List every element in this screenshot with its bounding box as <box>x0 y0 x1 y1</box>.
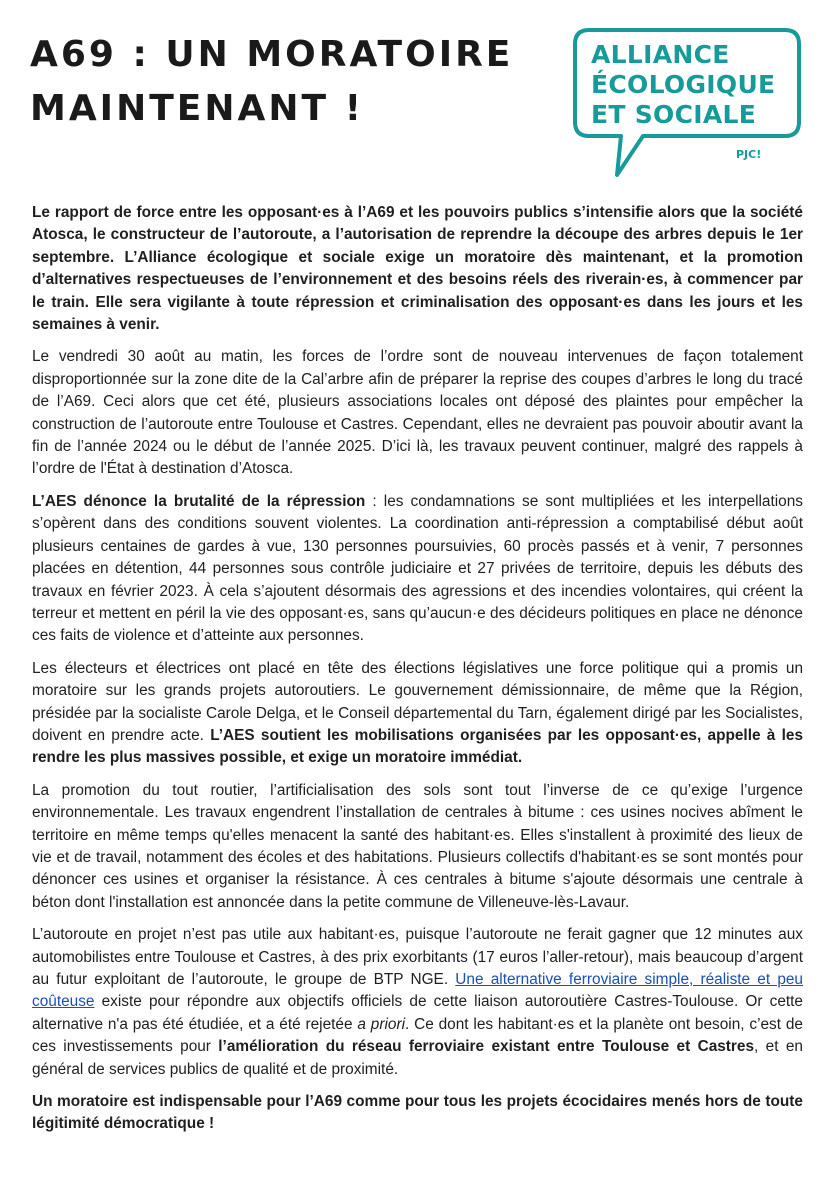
lead-text: Le rapport de force entre les opposant·es à l’A69 et les pouvoirs publics s’intensifie alors que la société Atosca, le constructeur de l’autoroute, a l’autorisation de reprendre la découpe des arbres depuis le 1er septembre. L’Alliance écologique et sociale exige un moratoire dès maintenant, et la promotion d’alternatives respectueuses de l’environnement et des besoins réels des riverain·es, à commencer par le train. Elle sera vigilante à toute répression et criminalisation des opposant·es dans les jours et les semaines à venir. <box>32 204 803 334</box>
logo-wordmark <box>591 40 775 130</box>
paragraph-6-emphasis: l’amélioration du réseau ferroviaire existant entre Toulouse et Castres <box>218 1038 755 1056</box>
paragraph-3-text: : les condamnations se sont multipliées et les interpellations s’opèrent dans des conditions souvent violentes. La coordination anti-répression a comptabilisé début août plusieurs centaines de gardes à vue, 130 personnes poursuivies, 60 procès passés et à venir, 7 personnes placées en détention, 44 personnes sous contrôle judiciaire et 27 privées de territoire, depuis les débuts des travaux en février 2023. À cela s’ajoutent désormais des agressions et des incendies volontaires, qui créent la terreur et mettent en péril la vie des opposant·es, sans qu’aucun·e des décideurs politiques en place ne dénonce ces faits de violence et d’atteinte aux personnes. <box>32 492 803 645</box>
logo-tag: PJC! <box>736 148 762 161</box>
page-title-line-2: MAINTENANT ! <box>30 88 364 129</box>
rail-alternative-link[interactable]: Une alternative ferroviaire simple, réaliste et peu coûteuse <box>32 971 803 1011</box>
page-title-line-1: A69 : UN MORATOIRE <box>30 34 514 75</box>
paragraph-4-emphasis: L’AES soutient les mobilisations organisées par les opposant·es, appelle à les rendre les plus massives possible, et exige un moratoire immédiat. <box>32 726 803 767</box>
page-title <box>30 28 550 136</box>
logo-line-2: ÉCOLOGIQUE <box>591 70 776 99</box>
paragraph-6-text-a: L’autoroute en projet n’est pas utile aux habitant·es, puisque l’autoroute ne ferait gagner que 12 minutes aux automobilistes entre Toulouse et Castres, à des prix exorbitants (17 euros l’aller-retour), mais beaucoup d’argent au futur exploitant de l’autoroute, le groupe de BTP NGE. <box>32 926 803 988</box>
paragraph-3-emphasis: L’AES dénonce la brutalité de la répression <box>32 492 366 510</box>
paragraph-6-text-d: , et en général de services publics de qualité et de proximité. <box>32 1038 803 1078</box>
paragraph-6-text-c: . Ce dont les habitant·es et la planète ont besoin, c’est de ces investissements pour <box>32 1015 803 1056</box>
paragraph-6-italic: a priori <box>357 1015 405 1033</box>
closing-paragraph <box>32 1091 803 1136</box>
article-body <box>32 202 803 1146</box>
logo-line-1: ALLIANCE <box>591 40 730 69</box>
paragraph-4 <box>32 658 803 770</box>
paragraph-4-text: Les électeurs et électrices ont placé en tête des élections législatives une force politique qui a promis un moratoire sur les grands projets autoroutiers. Le gouvernement démissionnaire, de même que la Région, présidée par la socialiste Carole Delga, et le Conseil départemental du Tarn, également dirigé par les Socialistes, doivent en prendre acte. <box>32 659 803 744</box>
paragraph-6-text-b: existe pour répondre aux objectifs officiels de cette liaison autoroutière Castres-Toulouse. Or cette alternative n'a pas été étudiée, et a été rejetée <box>32 993 803 1033</box>
lead-paragraph <box>32 202 803 336</box>
alliance-logo <box>573 28 803 178</box>
paragraph-3 <box>32 491 803 648</box>
paragraph-2: Le vendredi 30 août au matin, les forces de l’ordre sont de nouveau intervenues de façon totalement disproportionnée sur la zone dite de la Cal’arbre afin de préparer la reprise des coupes d’arbres le long du tracé de l’A69. Ceci alors que cet été, plusieurs associations locales ont déposé des plaintes pour empêcher la construction de l’autoroute entre Toulouse et Castres. Cependant, elles ne devraient pas pouvoir aboutir avant la fin de l’année 2024 ou le début de l’année 2025. D’ici là, les travaux peuvent continuer, malgré des rappels à l’ordre de l'État à destination d’Atosca. <box>32 348 803 478</box>
paragraph-6 <box>32 924 803 1081</box>
logo-line-3: ET SOCIALE <box>591 100 757 129</box>
paragraph-5: La promotion du tout routier, l’artificialisation des sols sont tout l’inverse de ce qu’exige l’urgence environnementale. Les travaux engendrent l’installation de centrales à bitume : ces usines nocives abîment le territoire en même temps qu'elles menacent la santé des habitant·es. Elles s'installent à proximité des lieux de vie et de travail, notamment des écoles et des habitations. Plusieurs collectifs d'habitant·es se sont montés pour dénoncer ces usines et organiser la résistance. À ces centrales à bitume s'ajoute désormais une centrale à béton dont l'installation est annoncée dans la petite commune de Villeneuve-lès-Lavaur. <box>32 781 803 911</box>
closing-text: Un moratoire est indispensable pour l’A69 comme pour tous les projets écocidaires menés hors de toute légitimité démocratique ! <box>32 1093 803 1133</box>
